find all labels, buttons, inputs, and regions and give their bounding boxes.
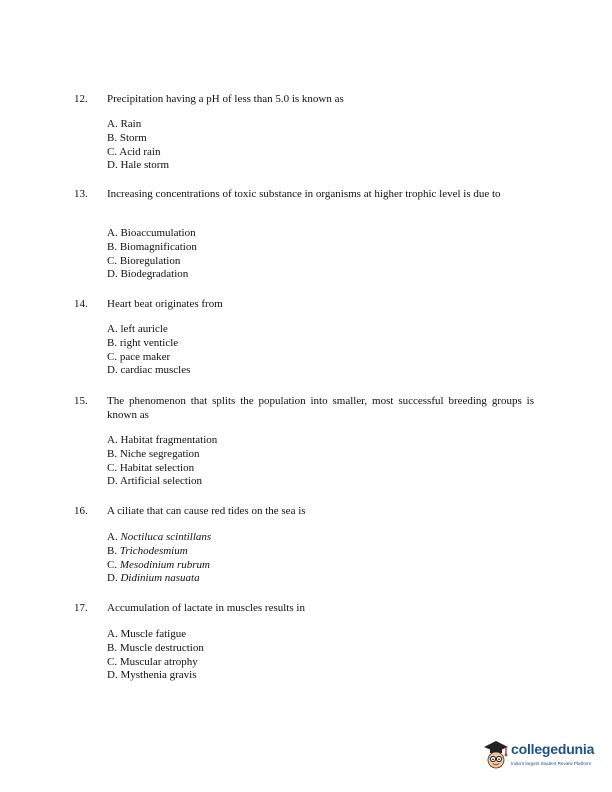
option-b: B. Niche segregation [107, 447, 200, 460]
question-text: Heart beat originates from [107, 298, 223, 310]
option-c: C. Bioregulation [107, 254, 181, 267]
option-list [107, 628, 204, 683]
option-c: C. Muscular atrophy [107, 655, 198, 668]
option-list [107, 531, 211, 586]
option-b: B. Muscle destruction [107, 641, 204, 654]
question-number: 17. [74, 602, 88, 614]
question-text: The phenomenon that splits the population into smaller, most successful breeding groups is known as [107, 395, 534, 421]
option-c: C. pace maker [107, 350, 171, 363]
option-list [107, 434, 217, 489]
option-a: A. Noctiluca scintillans [107, 531, 212, 543]
option-d: D. cardiac muscles [107, 364, 191, 377]
graduate-mascot-icon [481, 738, 511, 772]
question-number: 12. [74, 93, 88, 105]
option-list [107, 323, 190, 378]
logo-name: collegedunia [511, 741, 595, 757]
question-number: 14. [74, 298, 88, 310]
question-number: 13. [74, 188, 88, 200]
option-c: C. Acid rain [107, 145, 161, 158]
option-a: A. Muscle fatigue [107, 628, 187, 640]
option-a: A. Habitat fragmentation [107, 434, 218, 446]
option-list [107, 118, 169, 173]
option-d: D. Mysthenia gravis [107, 669, 197, 682]
option-c: C. Mesodinium rubrum [107, 558, 210, 571]
option-a: A. Bioaccumulation [107, 227, 196, 239]
question-text: A ciliate that can cause red tides on the sea is [107, 505, 306, 517]
question-number: 16. [74, 505, 88, 517]
question-text: Increasing concentrations of toxic substance in organisms at higher trophic level is due to [107, 188, 501, 200]
option-d: D. Artificial selection [107, 475, 203, 488]
option-b: B. right venticle [107, 336, 179, 349]
collegedunia-logo[interactable] [481, 738, 603, 780]
option-a: A. Rain [107, 118, 142, 130]
option-c: C. Habitat selection [107, 461, 195, 474]
option-b: B. Biomagnification [107, 240, 197, 253]
question-text: Accumulation of lactate in muscles results in [107, 602, 305, 614]
option-b: B. Storm [107, 131, 147, 144]
logo-tagline: India's largest Student Review Platform [511, 761, 592, 766]
option-list [107, 227, 197, 282]
option-b: B. Trichodesmium [107, 544, 188, 557]
question-text: Precipitation having a pH of less than 5.0 is known as [107, 93, 344, 105]
question-number: 15. [74, 395, 88, 407]
option-d: D. Hale storm [107, 159, 170, 172]
option-a: A. left auricle [107, 323, 168, 335]
option-d: D. Biodegradation [107, 268, 189, 281]
option-d: D. Didinium nasuata [107, 572, 200, 585]
